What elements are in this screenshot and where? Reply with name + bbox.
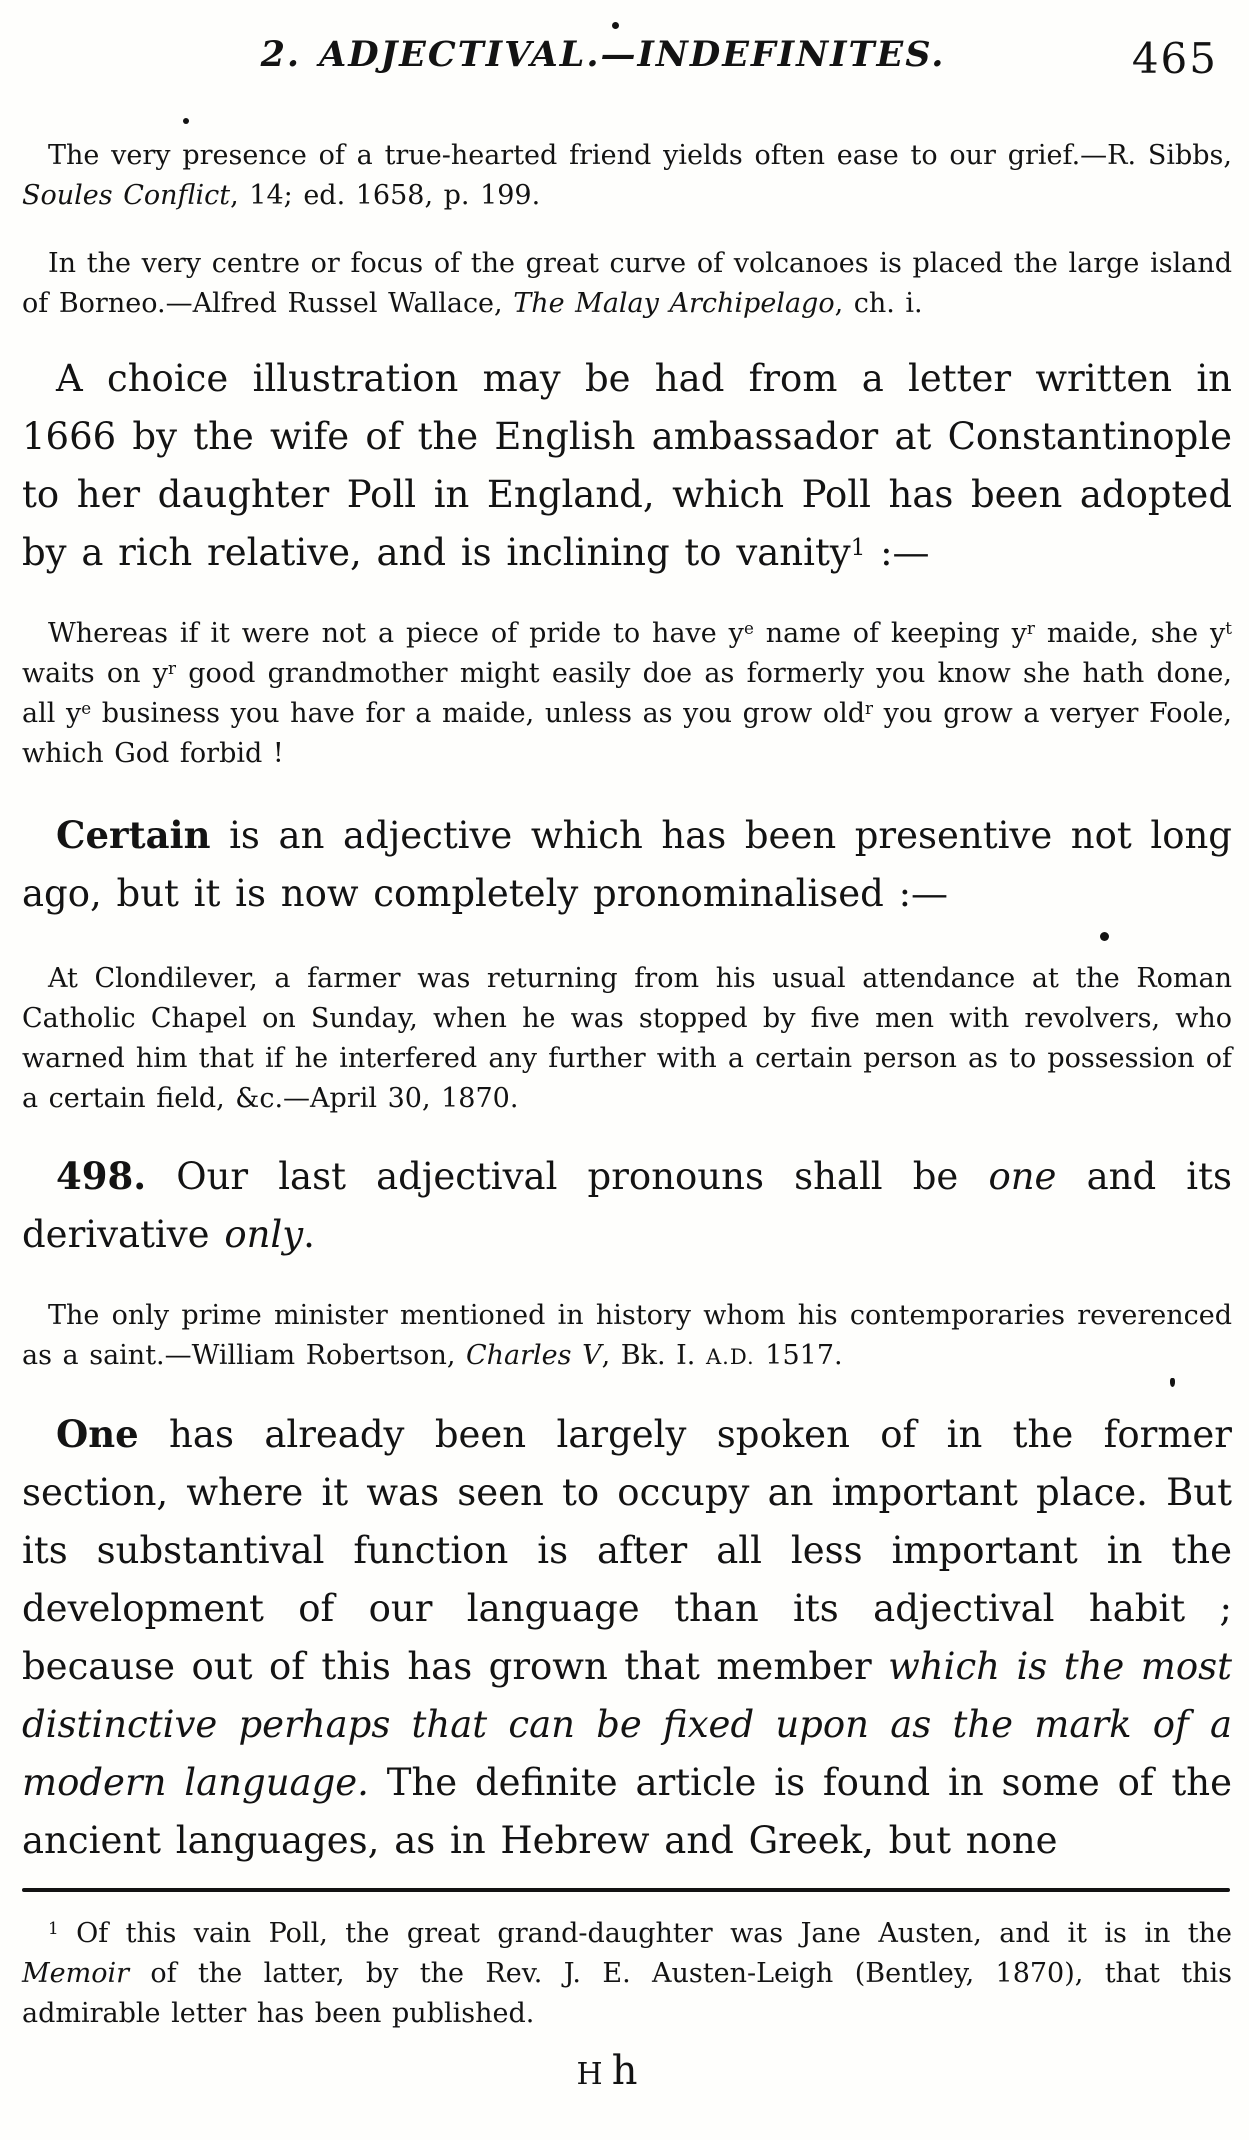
text-run: and its derivative [22, 1155, 1232, 1256]
text-run: The very presence of a true-hearted friend yields often ease to our grief.—R. Sibbs, [48, 140, 1232, 171]
text-run: is an adjective which has been presentive not long ago, but it is now completely pronominalised :— [22, 814, 1232, 915]
quote-wallace [22, 244, 1232, 324]
print-speck [612, 22, 619, 29]
text-run: The only prime minister mentioned in history whom his contemporaries reverenced as a saint.—William Robertson, [22, 1300, 1232, 1371]
quote-robertson [22, 1296, 1232, 1377]
text-run: . [303, 1213, 315, 1256]
text-run: e [743, 618, 754, 639]
text-run: r [168, 658, 176, 679]
footnote-divider [22, 1888, 1230, 1892]
text-run: , 14; ed. 1658, p. 199. [230, 180, 541, 211]
text-run: Our last adjectival pronouns shall be [146, 1155, 989, 1198]
signature-left: H [576, 2057, 607, 2092]
text-run: , Bk. I. [601, 1340, 706, 1371]
text-run: One [56, 1412, 139, 1456]
para-certain [22, 806, 1232, 923]
text-run: maide, she y [1034, 618, 1226, 649]
text-run: 498. [56, 1154, 147, 1198]
print-speck [183, 118, 189, 124]
page-number: 465 [1131, 34, 1218, 83]
text-run: Of this vain Poll, the great grand-daughter was Jane Austen, and it is in the [58, 1918, 1232, 1949]
text-run: The definite article is found in some of the ancient languages, as in Hebrew and Greek, but none [22, 1761, 1232, 1862]
text-run: A.D. [705, 1344, 755, 1369]
para-498 [22, 1147, 1232, 1264]
text-run: r [865, 698, 874, 719]
text-run: which is the most distinctive perhaps that can be fixed upon as the mark of a modern language. [22, 1645, 1232, 1804]
text-run: of the latter, by the Rev. J. E. Austen-Leigh (Bentley, 1870), that this admirable letter has been published. [22, 1958, 1232, 2029]
text-run: Memoir [22, 1958, 130, 1989]
quote-sibbs [22, 136, 1232, 216]
text-run: 1517. [754, 1340, 843, 1371]
text-column [22, 136, 1232, 1870]
running-head [22, 34, 1232, 86]
para-choice [22, 350, 1232, 582]
text-run: Certain [56, 813, 211, 857]
text-run: , ch. i. [834, 288, 923, 319]
quote-clondilever [22, 959, 1232, 1119]
text-run: waits on y [22, 658, 168, 689]
text-run: 1 [850, 534, 866, 561]
signature-right: h [611, 2048, 638, 2094]
quote-letter-1666 [22, 614, 1232, 774]
signature-mark [2, 2048, 1212, 2094]
text-run: good grandmother might easily doe as formerly you know she hath done, all y [22, 658, 1232, 729]
running-head-title [261, 34, 946, 75]
footnote-area [22, 1914, 1232, 2034]
text-run: At Clondilever, a farmer was returning from his usual attendance at the Roman Catholic Chapel on Sunday, when he was stopped by five men with revolvers, who warned him that if he interfered any further with a certain person as to possession of a certain field, &c.—April 30, 1870. [22, 963, 1232, 1114]
footnote-1 [22, 1914, 1232, 2034]
chapter-title: ADJECTIVAL.—INDEFINITES. [319, 34, 946, 75]
text-run: you grow a veryer Foole, which God forbid ! [22, 698, 1232, 769]
text-run: The Malay Archipelago [513, 288, 835, 319]
text-run: Whereas if it were not a piece of pride to have y [48, 618, 744, 649]
para-one [22, 1405, 1232, 1870]
text-run: Charles V [466, 1340, 602, 1371]
text-run: has already been largely spoken of in the former section, where it was seen to occupy an important place. But its substantival function is after all less important in the development of our language than its adjectival habit ; because out of this has grown that member [22, 1413, 1232, 1688]
text-run: one [988, 1155, 1057, 1198]
text-run: only [224, 1213, 304, 1256]
text-run: r [1026, 618, 1035, 639]
text-run: e [81, 698, 92, 719]
text-run: name of keeping y [753, 618, 1027, 649]
text-run: A choice illustration may be had from a letter written in 1666 by the wife of the English ambassador at Constantinople to her daughter Poll in England, which Poll has been adopted by a rich relative, and is inclining to vanity [22, 357, 1232, 574]
text-run: business you have for a maide, unless as you grow old [91, 698, 866, 729]
text-run: t [1225, 618, 1233, 639]
print-speck [1170, 1378, 1175, 1387]
print-speck [1100, 932, 1109, 941]
text-run: 1 [48, 1918, 59, 1939]
text-run: Soules Conflict [22, 180, 231, 211]
text-run: :— [865, 531, 930, 574]
section-number: 2. [260, 34, 302, 75]
text-run: In the very centre or focus of the great curve of volcanoes is placed the large island of Borneo.—Alfred Russel Wallace, [22, 248, 1232, 319]
